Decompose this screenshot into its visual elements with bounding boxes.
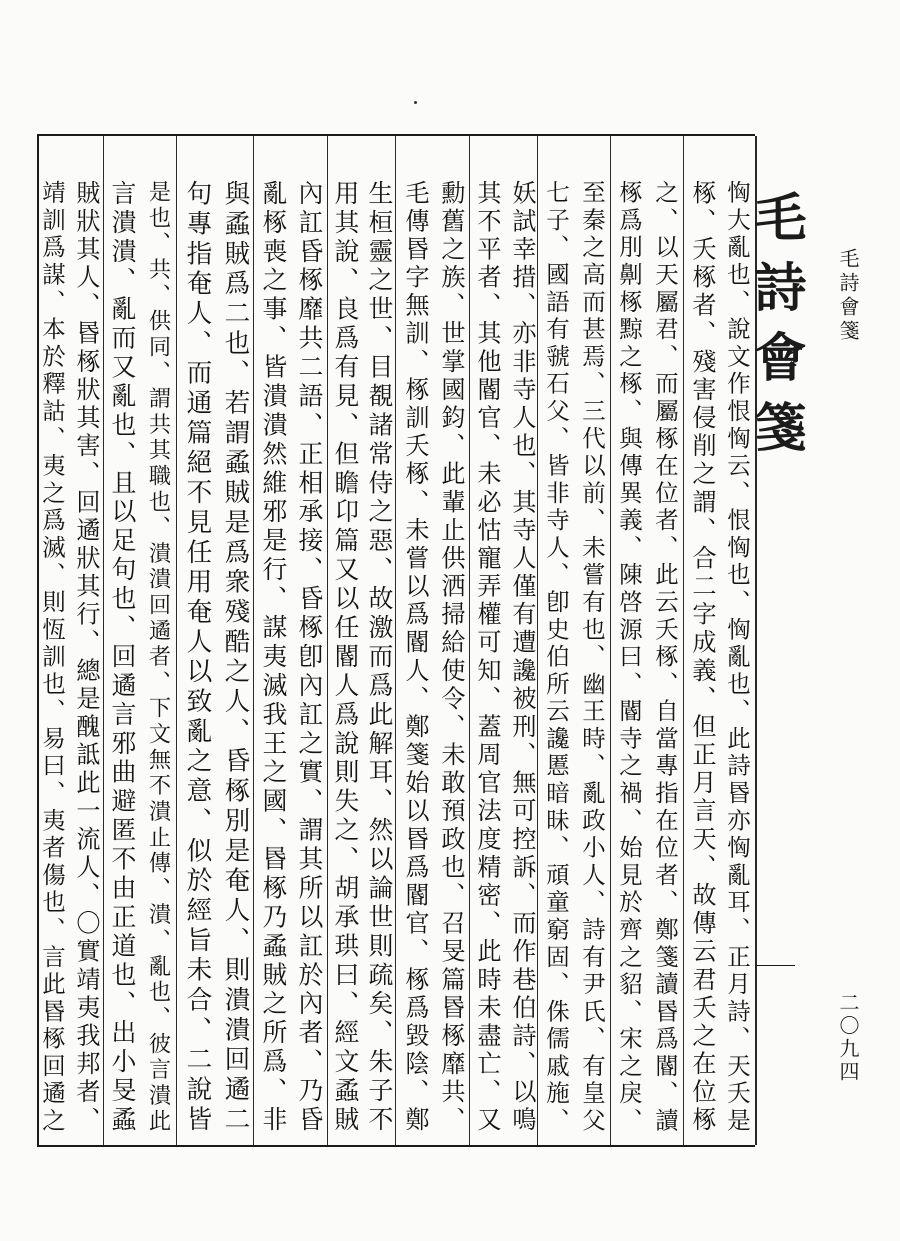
running-head: 毛詩會箋 [836,248,860,344]
text-column-5: 至秦之高而甚焉、三代以前、未嘗有也、幽王時、亂政小人、詩有尹氏、有皇父 [578,180,606,1136]
text-frame [37,134,755,1147]
text-column-6: 七子、國語有虢石父、皆非寺人、卽史伯所云讒慝暗昧、頑童窮固、侏儒戚施、 [542,180,570,1136]
text-column-13: 內訌昏椓靡共二語、正相承接、昏椓卽內訌之實、謂其所以訌於內者、乃昏 [295,180,324,1136]
text-column-3: 之、以天屬君、而屬椓在位者、此云夭椓、自當專指在位者、鄭箋讀昬爲閽、讀 [651,180,679,1136]
text-column-18: 言潰潰、亂而又亂也、且以足句也、回遹言邪曲避匿不由正道也、出小旻蟊 [108,180,137,1136]
text-column-9: 勳舊之族、世掌國鈞、此輩止供洒掃給使令、未敢預政也、召旻篇昬椓靡共、 [437,180,465,1136]
text-column-20: 靖訓爲謀、本於釋詁、夷之爲滅、則恆訓也、易曰、夷者傷也、言此昬椓回遹之 [38,180,66,1136]
text-column-8: 其不平者、其他閽官、未必怙寵弄權可知、蓋周官法度精密、此時未盡亡、又 [473,180,501,1136]
text-column-12: 用其說、良爲有見、但瞻卬篇又以任閽人爲說則失之、胡承珙曰、經文蟊賊 [331,180,360,1136]
banner-rule-bottom [755,965,795,966]
text-column-16: 句專指奄人、而通篇絕不見任用奄人以致亂之意、似於經旨未合、二說皆 [182,180,212,1136]
text-column-17: 是也、共、供同、謂共其職也、潰潰回遹者、下文無不潰止傳、潰、亂也、彼言潰此 [145,180,171,1135]
text-column-11: 生桓靈之世、目覩諸常侍之惡、故激而爲此解耳、然以論世則疏矣、朱子不 [365,180,394,1136]
text-column-14: 亂椓喪之事、皆潰潰然維邪是行、謀夷滅我王之國、昬椓乃蟊賊之所爲、非 [259,180,288,1136]
text-column-10: 毛傳昬字無訓、椓訓夭椓、未嘗以爲閽人、鄭箋始以昬爲閽官、椓爲毀陰、鄭 [401,180,429,1136]
text-column-15: 與蟊賊爲二也、若謂蟊賊是爲衆殘酷之人、昏椓別是奄人、則潰潰回遹二 [220,180,250,1136]
banner-title: 毛詩會箋 [745,190,806,470]
text-column-19: 賊狀其人、昬椓狀其害、回遹狀其行、總是醜詆此一流人、〇實靖夷我邦者、 [72,180,100,1136]
page-number: 二〇九四 [836,992,860,1084]
text-column-7: 妖試幸措、亦非寺人也、其寺人僅有遭讒被刑、無可控訴、而作巷伯詩、以鳴 [508,180,536,1136]
text-column-2: 椓、夭椓者、殘害侵削之謂、合二字成義、但正月言天、故傳云君夭之在位椓 [688,180,716,1136]
speck [414,101,417,104]
text-column-4: 椓爲刖劓椓黥之椓、與傳異義、陳啓源曰、閽寺之禍、始見於齊之貂、宋之戾、 [615,180,643,1136]
text-column-1: 恟大亂也、說文作恨恟云、恨恟也、恟亂也、此詩昬亦恟亂耳、正月詩、天夭是 [723,180,751,1136]
